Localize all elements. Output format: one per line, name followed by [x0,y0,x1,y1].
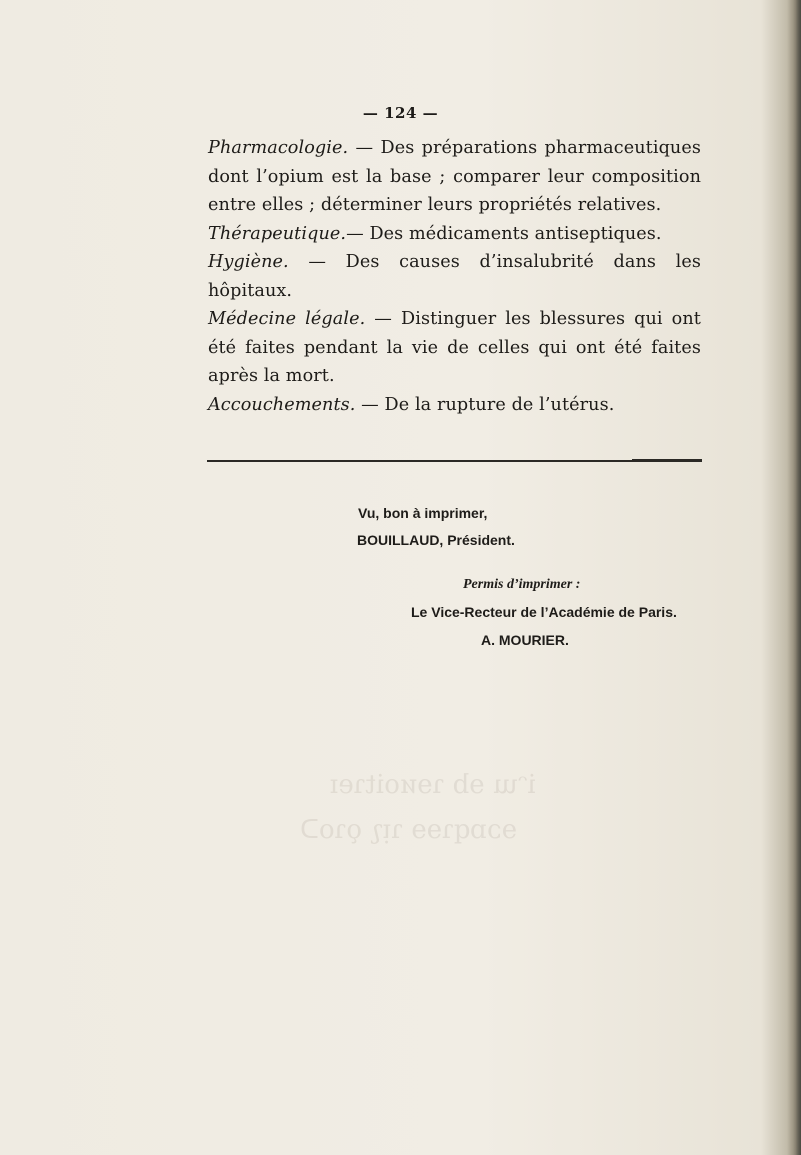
section-divider [207,460,702,462]
vice-recteur-title: Le Vice-Recteur de l’Académie de Paris. [411,604,677,620]
subject-title: Hygiène. [208,252,289,272]
imprimatur-vu: Vu, bon à imprimer, [358,505,488,521]
show-through-decoration: iᵔɯ ɘb ɿɘᴎoitɿeɪ [330,770,536,800]
subject-text: — Des préparations pharmaceutiques dont l’opium est la base ; comparer leur composition entre elles ; déterminer leurs propriétés relatives. [208,138,701,215]
subject-paragraph [208,248,701,305]
subject-text: — Des médicaments antiseptiques. [346,223,662,244]
subject-paragraph [208,391,701,420]
page-number: — 124 — [362,104,439,122]
vice-recteur-name: A. MOURIER. [481,632,569,648]
subject-text: — Distinguer les blessures qui ont été faites pendant la vie de celles qui ont été faites après la mort. [208,309,701,386]
subject-title: Thérapeutique. [208,223,347,244]
page-edge-shadow [787,0,801,1155]
subject-paragraph [208,220,701,249]
show-through-decoration: ɘɔɒqɿɘɘ ɿᴉʅ ǫɿoᑐ [300,815,518,845]
subject-title: Médecine légale. [208,309,366,329]
subject-paragraph [208,134,701,220]
subject-title: Pharmacologie. [208,138,349,158]
subject-text: — De la rupture de l’utérus. [355,394,615,415]
subject-title: Accouchements. [208,394,356,415]
subject-text: — Des causes d’insalubrité dans les hôpitaux. [208,252,701,301]
imprimatur-president: BOUILLAUD, Président. [357,532,515,548]
exam-subjects [208,134,701,419]
subject-paragraph [208,305,701,391]
permis-imprimer: Permis d’imprimer : [463,577,581,592]
